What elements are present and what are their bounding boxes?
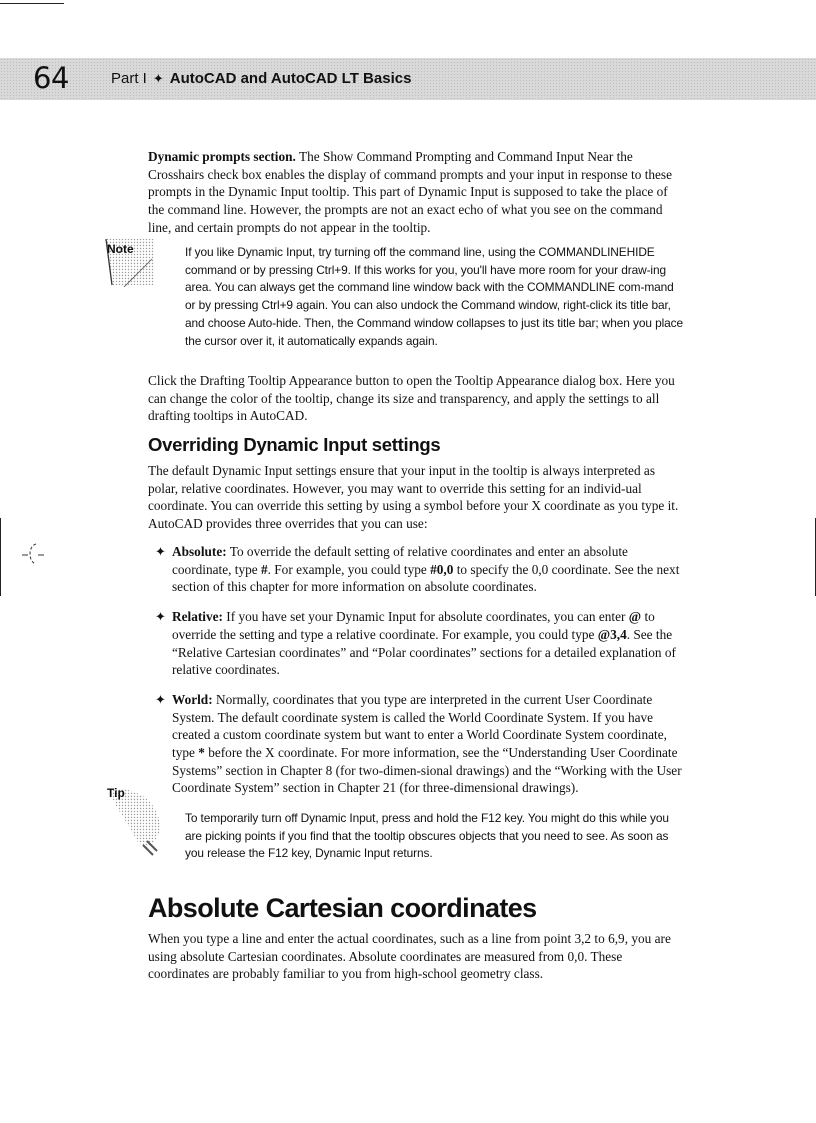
overriding-paragraph: The default Dynamic Input settings ensure that your input in the tooltip is always interpreted as polar, relative coordinates. However, you may want to override this setting for an individ-ual coordinate. You can override this setting by using a symbol before your X coordinate as you type it. AutoCAD provides three overrides that you can use: bbox=[148, 463, 679, 532]
list-item: ✦ World: Normally, coordinates that you type are interpreted in the current User Coordinate System. The default coordinate system is called the World Coordinate System. If you have created a custom coordinate system but want to enter a World Coordinate System coordinate, type * before the X coordinate. For more information, see the “Understanding User Coordinate Systems” section in Chapter 8 (for two-dimen-sional drawings) and the “Working with the User Coordinate System” section in Chapter 21 (for three-dimensional drawings). bbox=[155, 691, 682, 796]
diamond-bullet-icon: ✦ bbox=[155, 691, 166, 707]
intro-paragraph bbox=[148, 148, 683, 237]
margin-rule-left bbox=[0, 518, 1, 596]
top-rule bbox=[0, 3, 64, 4]
tip-text: To temporarily turn off Dynamic Input, press and hold the F12 key. You might do this while you are picking points if you find that the tooltip obscures objects that you need to see. As soon as you release the F12 key, Dynamic Input returns. bbox=[185, 811, 669, 861]
override-list bbox=[148, 543, 688, 809]
part-label: Part I bbox=[111, 70, 147, 87]
running-head bbox=[111, 70, 411, 87]
note-text: If you like Dynamic Input, try turning off the command line, using the COMMANDLINEHIDE command or by pressing Ctrl+9. If this works for you, you'll have more room for your draw-ing area. You can always get the command line window back with the COMMANDLINE com-mand or by pressing Ctrl+9 again. You can also undock the Command window, right-click its title bar, and choose Auto-hide. Then, the Command window collapses to just its title bar; when you place the cursor over it, it automatically expands again. bbox=[185, 245, 684, 348]
crop-mark-icon bbox=[22, 540, 44, 570]
note-icon bbox=[100, 235, 158, 293]
overriding-heading: Overriding Dynamic Input settings bbox=[148, 434, 441, 455]
note-label: Note bbox=[107, 242, 134, 256]
absolute-cartesian-paragraph: When you type a line and enter the actual coordinates, such as a line from point 3,2 to 6,9, you are using absolute Cartesian coordinates. Absolute coordinates are measured from 0,0. These coordinates are probably familiar to you from high-school geometry class. bbox=[148, 931, 671, 982]
tooltip-appearance-paragraph: Click the Drafting Tooltip Appearance button to open the Tooltip Appearance dialog box. Here you can change the color of the tooltip, change its size and transparency, and apply the settings to all drafting tooltips in AutoCAD. bbox=[148, 373, 675, 424]
book-title: AutoCAD and AutoCAD LT Basics bbox=[169, 70, 412, 87]
list-item: ✦ Relative: If you have set your Dynamic Input for absolute coordinates, you can enter @ to override the setting and type a relative coordinate. For example, you could type @3,4. See the “Relative Cartesian coordinates” and “Polar coordinates” sections for a detailed explanation of relative coordinates. bbox=[155, 609, 676, 678]
page-number: 64 bbox=[33, 61, 69, 95]
intro-lead: Dynamic prompts section. bbox=[148, 149, 296, 164]
diamond-bullet-icon: ✦ bbox=[155, 609, 166, 625]
absolute-cartesian-heading: Absolute Cartesian coordinates bbox=[148, 893, 537, 923]
diamond-separator-icon: ✦ bbox=[152, 71, 164, 86]
diamond-bullet-icon: ✦ bbox=[155, 544, 166, 559]
list-item: ✦ Absolute: To override the default setting of relative coordinates and enter an absolute coordinate, type #. For example, you could type #0,0 to specify the 0,0 coordinate. See the next section of this chapter for more information on absolute coordinates. bbox=[155, 544, 680, 595]
tip-label: Tip bbox=[107, 786, 125, 800]
intro-text: The Show Command Prompting and Command Input Near the Crosshairs check box enables the display of command prompts and your input in response to these prompts in the Dynamic Input tooltip. This part of Dynamic Input is supposed to take the place of the command line. However, the prompts are not an exact echo of what you see on the command line, and certain prompts do not appear in the tooltip. bbox=[148, 149, 673, 235]
lightbulb-icon bbox=[103, 783, 165, 859]
